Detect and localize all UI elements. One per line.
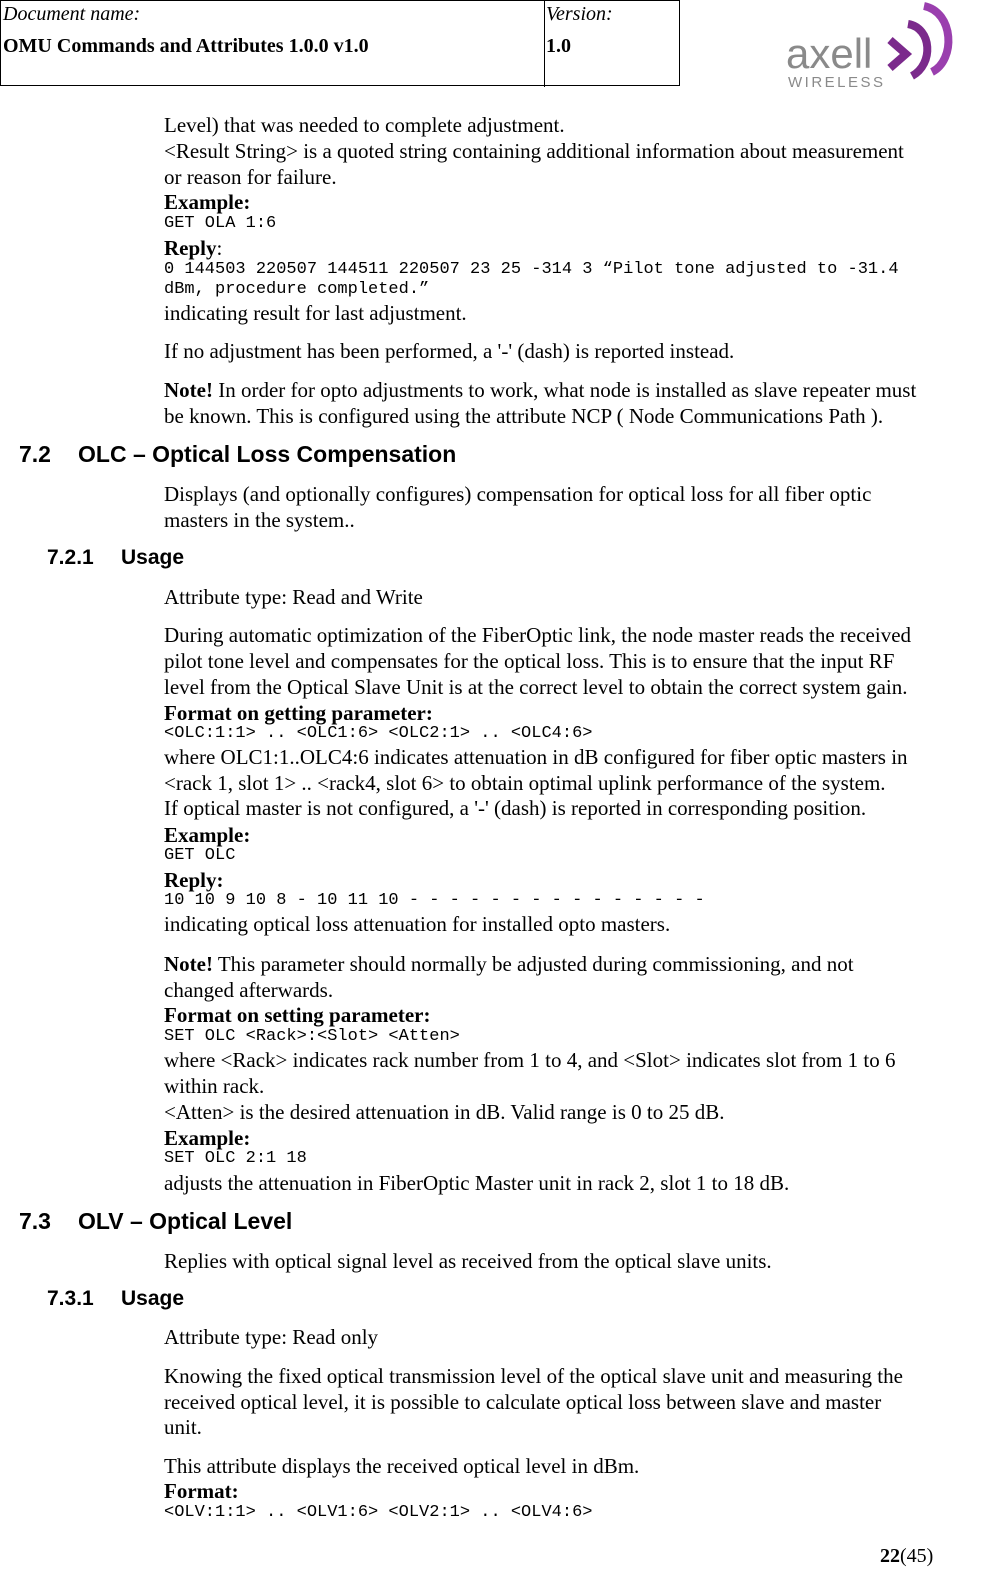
paragraph-line: Attribute type: Read and Write [164,585,423,609]
version-label: Version: [546,3,613,25]
paragraph-line: masters in the system.. [164,508,355,532]
page-total: (45) [900,1545,934,1567]
code-line: <OLV:1:1> .. <OLV1:6> <OLV2:1> .. <OLV4:6> [164,1503,593,1522]
paragraph-line: Knowing the fixed optical transmission level of the optical slave unit and measuring the [164,1364,903,1388]
paragraph-line: where OLC1:1..OLC4:6 indicates attenuation in dB configured for fiber optic masters in [164,745,908,769]
subsection-number: 7.3.1 [47,1287,94,1310]
logo-subtitle: WIRELESS [788,74,886,91]
section-number: 7.2 [19,441,51,467]
example-label: Example: [164,190,251,214]
paragraph-line: During automatic optimization of the FiberOptic link, the node master reads the received [164,623,912,647]
paragraph-line: received optical level, it is possible to calculate optical loss between slave and master [164,1390,882,1414]
section-title: OLV – Optical Level [78,1208,293,1234]
reply-label-text: Reply [164,236,217,260]
section-number: 7.3 [19,1208,51,1234]
paragraph-line: <rack 1, slot 1> .. <rack4, slot 6> to obtain optimal uplink performance of the system. [164,771,886,795]
section-heading-7-2 [19,440,456,468]
paragraph-line: This attribute displays the received optical level in dBm. [164,1454,640,1478]
code-line: 10 10 9 10 8 - 10 11 10 - - - - - - - - - - - - - - - [164,891,705,910]
subsection-title: Usage [121,1287,185,1310]
paragraph-line: Replies with optical signal level as received from the optical slave units. [164,1249,772,1273]
reply-label: Reply: [164,868,224,892]
page-number [880,1545,933,1568]
paragraph-line: If no adjustment has been performed, a '-' (dash) is reported instead. [164,339,735,363]
axell-wireless-logo [782,2,962,92]
reply-colon: : [216,236,223,260]
code-line: SET OLC <Rack>:<Slot> <Atten> [164,1027,460,1046]
code-line: <OLC:1:1> .. <OLC1:6> <OLC2:1> .. <OLC4:6> [164,724,593,743]
logo-wordmark: axell [786,30,873,77]
header-divider [544,1,545,87]
code-line: GET OLA 1:6 [164,214,277,233]
paragraph-line: Level) that was needed to complete adjustment. [164,113,565,137]
paragraph-line: changed afterwards. [164,978,334,1002]
example-label: Example: [164,1126,251,1150]
paragraph-line: <Atten> is the desired attenuation in dB. Valid range is 0 to 25 dB. [164,1100,725,1124]
paragraph-line: where <Rack> indicates rack number from 1 to 4, and <Slot> indicates slot from 1 to 6 [164,1048,896,1072]
subsection-title: Usage [121,546,185,569]
code-line: dBm, procedure completed.” [164,280,430,299]
reply-label [164,235,222,261]
document-name-value: OMU Commands and Attributes 1.0.0 v1.0 [3,35,369,57]
subsection-heading-7-2-1 [47,545,184,571]
format-label: Format on setting parameter: [164,1003,431,1027]
paragraph-line: within rack. [164,1074,265,1098]
paragraph-line: Attribute type: Read only [164,1325,379,1349]
note-text: This parameter should normally be adjusted during commissioning, and not [212,952,854,976]
note-text: In order for opto adjustments to work, what node is installed as slave repeater must [212,378,917,402]
format-label: Format on getting parameter: [164,701,433,725]
document-name-label: Document name: [3,3,141,25]
section-title: OLC – Optical Loss Compensation [78,441,457,467]
paragraph-line: indicating result for last adjustment. [164,301,467,325]
page-current: 22 [880,1545,900,1567]
note-paragraph [164,951,854,977]
subsection-heading-7-3-1 [47,1286,184,1312]
document-header-table [0,0,680,86]
paragraph-line: Displays (and optionally configures) compensation for optical loss for all fiber optic [164,482,872,506]
code-line: GET OLC [164,846,236,865]
paragraph-line: <Result String> is a quoted string containing additional information about measurement [164,139,904,163]
format-label: Format: [164,1479,239,1503]
paragraph-line: If optical master is not configured, a '-' (dash) is reported in corresponding position. [164,796,867,820]
code-line: SET OLC 2:1 18 [164,1149,307,1168]
logo-chevron-1 [890,40,906,68]
subsection-number: 7.2.1 [47,546,94,569]
section-heading-7-3 [19,1207,292,1235]
note-paragraph [164,377,916,403]
paragraph-line: adjusts the attenuation in FiberOptic Master unit in rack 2, slot 1 to 18 dB. [164,1171,790,1195]
paragraph-line: pilot tone level and compensates for the optical loss. This is to ensure that the input RF [164,649,895,673]
code-line: 0 144503 220507 144511 220507 23 25 -314 3 “Pilot tone adjusted to -31.4 [164,260,899,279]
note-label: Note! [164,952,213,976]
example-label: Example: [164,823,251,847]
paragraph-line: or reason for failure. [164,165,337,189]
paragraph-line: indicating optical loss attenuation for installed opto masters. [164,912,671,936]
note-label: Note! [164,378,213,402]
version-value: 1.0 [546,35,571,57]
logo-arc-1 [908,24,927,76]
paragraph-line: unit. [164,1415,202,1439]
paragraph-line: level from the Optical Slave Unit is at the correct level to obtain the correct system gain. [164,675,908,699]
paragraph-line: be known. This is configured using the attribute NCP ( Node Communications Path ). [164,404,884,428]
